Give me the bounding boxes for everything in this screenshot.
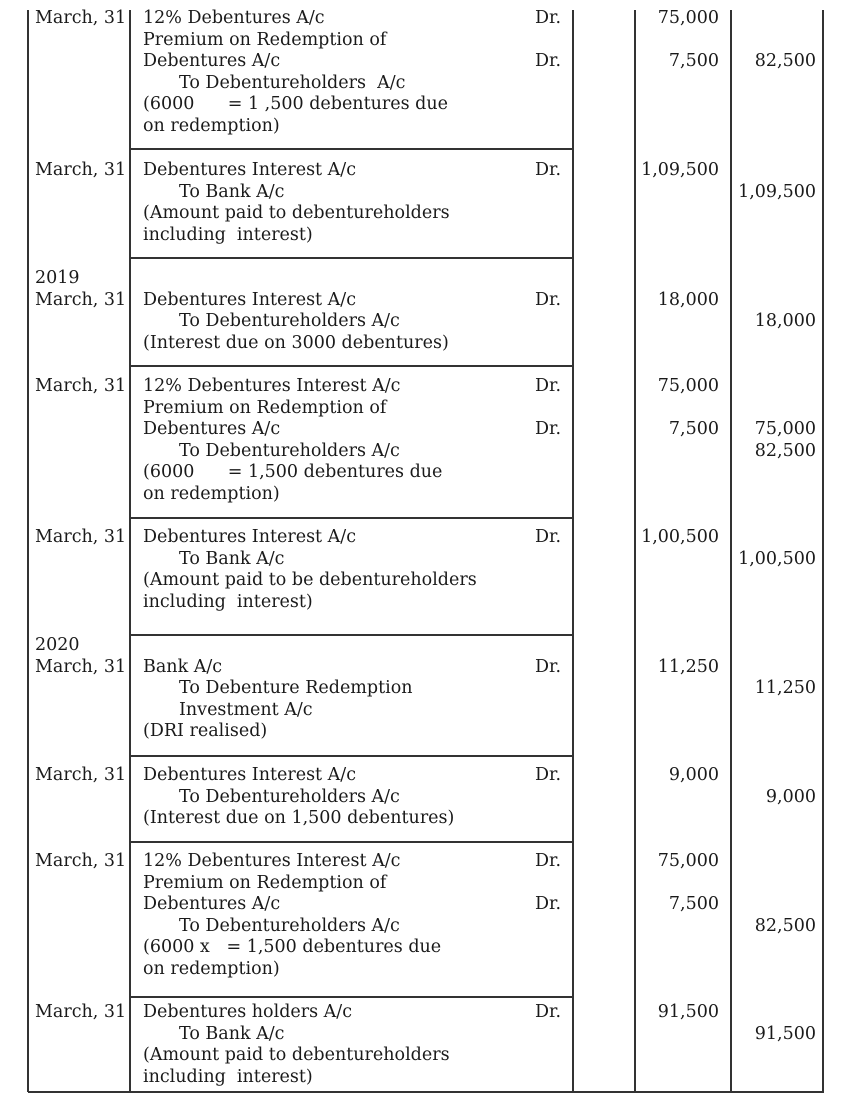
particulars-line: (6000 = 1,500 debentures due: [143, 462, 443, 483]
particulars-line: 12% Debentures Interest A/c: [143, 376, 401, 396]
entry-separator: [130, 841, 574, 843]
particulars-line: (6000 = 1 ,500 debentures due: [143, 94, 448, 115]
entry-separator: [130, 365, 574, 367]
particulars-line: including interest): [143, 1066, 313, 1087]
dr-marker: Dr.: [535, 419, 562, 440]
debit-amount: 7,500: [668, 894, 719, 915]
column-rule-debit-left: [634, 10, 636, 1092]
debit-amount: 7,500: [668, 51, 719, 72]
debit-amount: 75,000: [657, 376, 719, 396]
dr-marker: Dr.: [535, 1002, 562, 1022]
particulars-line: To Bank A/c: [179, 181, 285, 202]
particulars-line: To Debentureholders A/c: [179, 786, 400, 807]
particulars-line: including interest): [143, 591, 313, 612]
entry-separator: [130, 257, 574, 259]
particulars-line: on redemption): [143, 116, 280, 136]
particulars-line: Debentures Interest A/c: [143, 765, 356, 785]
column-rule-right: [822, 10, 824, 1092]
column-rule-left: [27, 10, 29, 1092]
debit-amount: 11,250: [657, 656, 719, 677]
particulars-line: (Interest due on 3000 debentures): [143, 332, 449, 353]
entry-date: March, 31: [35, 160, 127, 180]
entry-separator: [130, 755, 574, 757]
particulars-line: (Amount paid to be debentureholders: [143, 570, 477, 591]
particulars-line: Debentures A/c: [143, 51, 281, 72]
particulars-line: (6000 x = 1,500 debentures due: [143, 937, 442, 958]
particulars-line: To Bank A/c: [179, 1023, 285, 1044]
dr-marker: Dr.: [535, 376, 562, 396]
debit-amount: 91,500: [657, 1002, 719, 1022]
particulars-line: To Debentureholders A/c: [179, 915, 400, 936]
credit-amount: 82,500: [754, 440, 816, 461]
particulars-line: Debentures A/c: [143, 419, 281, 440]
entry-date: March, 31: [35, 851, 127, 871]
dr-marker: Dr.: [535, 894, 562, 915]
credit-amount: 82,500: [754, 915, 816, 936]
dr-marker: Dr.: [535, 527, 562, 547]
debit-amount: 1,00,500: [641, 527, 719, 547]
particulars-line: To Debentureholders A/c: [179, 311, 400, 332]
entry-separator: [130, 517, 574, 519]
entry-date: March, 31: [35, 8, 127, 28]
particulars-line: To Debentureholders A/c: [179, 72, 406, 93]
particulars-line: Debentures A/c: [143, 894, 281, 915]
entry-separator: [130, 634, 574, 636]
credit-amount: 75,000: [754, 419, 816, 440]
entry-separator: [130, 996, 574, 998]
entry-date: March, 31: [35, 765, 127, 785]
entry-date: March, 31: [35, 527, 127, 547]
column-rule-debit-right: [730, 10, 732, 1092]
particulars-line: (DRI realised): [143, 721, 268, 742]
dr-marker: Dr.: [535, 656, 562, 677]
particulars-line: Debentures holders A/c: [143, 1002, 352, 1022]
entry-date: 2019: [35, 268, 80, 288]
particulars-line: Debentures Interest A/c: [143, 160, 356, 180]
particulars-line: To Debentureholders A/c: [179, 440, 400, 461]
dr-marker: Dr.: [535, 8, 562, 28]
credit-amount: 18,000: [754, 311, 816, 332]
entry-date: March, 31: [35, 289, 127, 310]
particulars-line: including interest): [143, 224, 313, 245]
dr-marker: Dr.: [535, 765, 562, 785]
debit-amount: 7,500: [668, 419, 719, 440]
entry-separator: [130, 148, 574, 150]
credit-amount: 82,500: [754, 51, 816, 72]
debit-amount: 75,000: [657, 851, 719, 871]
entry-date: 2020: [35, 635, 80, 655]
dr-marker: Dr.: [535, 51, 562, 72]
particulars-line: on redemption): [143, 484, 280, 504]
particulars-line: Debentures Interest A/c: [143, 289, 356, 310]
particulars-line: 12% Debentures A/c: [143, 8, 325, 28]
particulars-line: Premium on Redemption of: [143, 29, 387, 50]
particulars-line: on redemption): [143, 959, 280, 979]
debit-amount: 75,000: [657, 8, 719, 28]
particulars-line: To Bank A/c: [179, 548, 285, 569]
entry-date: March, 31: [35, 1002, 127, 1022]
entry-date: March, 31: [35, 656, 127, 677]
particulars-line: Bank A/c: [143, 656, 223, 677]
particulars-line: 12% Debentures Interest A/c: [143, 851, 401, 871]
dr-marker: Dr.: [535, 851, 562, 871]
table-bottom-rule: [28, 1091, 824, 1093]
credit-amount: 91,500: [754, 1023, 816, 1044]
particulars-line: (Amount paid to debentureholders: [143, 1045, 450, 1066]
debit-amount: 18,000: [657, 289, 719, 310]
column-rule-date: [129, 10, 131, 1092]
debit-amount: 1,09,500: [641, 160, 719, 180]
particulars-line: To Debenture Redemption: [179, 678, 413, 699]
entry-date: March, 31: [35, 376, 127, 396]
particulars-line: (Interest due on 1,500 debentures): [143, 808, 455, 829]
credit-amount: 1,00,500: [738, 548, 816, 569]
credit-amount: 9,000: [765, 786, 816, 807]
particulars-line: Debentures Interest A/c: [143, 527, 356, 547]
credit-amount: 11,250: [754, 678, 816, 699]
particulars-line: (Amount paid to debentureholders: [143, 203, 450, 224]
particulars-line: Premium on Redemption of: [143, 872, 387, 893]
dr-marker: Dr.: [535, 289, 562, 310]
credit-amount: 1,09,500: [738, 181, 816, 202]
dr-marker: Dr.: [535, 160, 562, 180]
debit-amount: 9,000: [668, 765, 719, 785]
particulars-line: Investment A/c: [179, 699, 313, 720]
column-rule-lf: [572, 10, 574, 1092]
particulars-line: Premium on Redemption of: [143, 397, 387, 418]
